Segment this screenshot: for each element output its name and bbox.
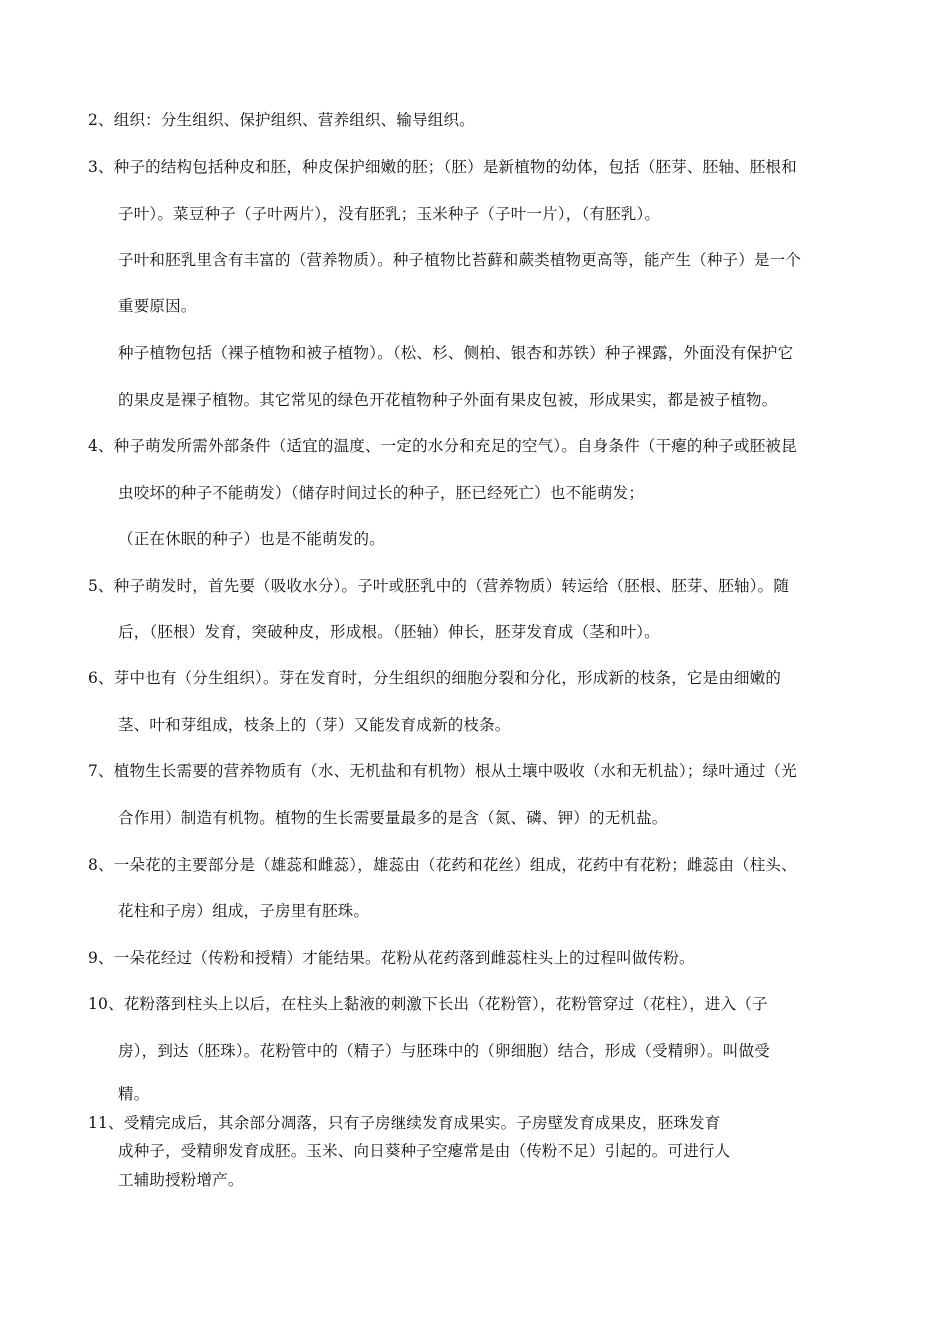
item-4-line-3: （正在休眠的种子）也是不能萌发的。 bbox=[118, 530, 385, 548]
item-8-line-2: 花柱和子房）组成，子房里有胚珠。 bbox=[118, 902, 370, 920]
item-3-line-4: 重要原因。 bbox=[118, 297, 197, 315]
item-7-line-2: 合作用）制造有机物。植物的生长需要量最多的是含（氮、磷、钾）的无机盐。 bbox=[118, 809, 668, 827]
item-4-line-1: 4、种子萌发所需外部条件（适宜的温度、一定的水分和充足的空气）。自身条件（干瘪的种子或胚被昆 bbox=[88, 437, 797, 455]
item-3-line-6: 的果皮是裸子植物。其它常见的绿色开花植物种子外面有果皮包被，形成果实，都是被子植物。 bbox=[118, 391, 778, 409]
item-10-line-3: 精。 bbox=[118, 1085, 150, 1103]
item-5-line-1: 5、种子萌发时，首先要（吸收水分）。子叶或胚乳中的（营养物质）转运给（胚根、胚芽、胚轴）。随 bbox=[88, 577, 790, 595]
item-3-line-1: 3、种子的结构包括种皮和胚，种皮保护细嫩的胚；（胚）是新植物的幼体，包括（胚芽、胚轴、胚根和 bbox=[88, 158, 797, 176]
item-7-line-1: 7、植物生长需要的营养物质有（水、无机盐和有机物）根从土壤中吸收（水和无机盐）；绿叶通过（光 bbox=[88, 762, 797, 780]
item-3-line-2: 子叶）。菜豆种子（子叶两片），没有胚乳；玉米种子（子叶一片），（有胚乳）。 bbox=[118, 205, 661, 223]
item-4-line-2: 虫咬坏的种子不能萌发）（储存时间过长的种子，胚已经死亡）也不能萌发； bbox=[118, 484, 645, 502]
item-9-line-1: 9、一朵花经过（传粉和授精）才能结果。花粉从花药落到雌蕊柱头上的过程叫做传粉。 bbox=[88, 949, 695, 967]
item-2-line-1: 2、组织：分生组织、保护组织、营养组织、输导组织。 bbox=[88, 111, 475, 129]
item-5-line-2: 后，（胚根）发育，突破种皮，形成根。（胚轴）伸长，胚芽发育成（茎和叶）。 bbox=[118, 623, 660, 641]
item-3-line-3: 子叶和胚乳里含有丰富的（营养物质）。种子植物比苔藓和蕨类植物更高等，能产生（种子）是一个 bbox=[118, 251, 802, 269]
item-10-line-1: 10、花粉落到柱头上以后，在柱头上黏液的刺激下长出（花粉管），花粉管穿过（花柱），进入（子 bbox=[88, 995, 768, 1013]
item-11-line-2: 成种子，受精卵发育成胚。玉米、向日葵种子空瘪常是由（传粉不足）引起的。可进行人 bbox=[118, 1142, 731, 1160]
item-6-line-1: 6、芽中也有（分生组织）。芽在发育时，分生组织的细胞分裂和分化，形成新的枝条，它是由细嫩的 bbox=[88, 669, 782, 687]
item-6-line-2: 茎、叶和芽组成，枝条上的（芽）又能发育成新的枝条。 bbox=[118, 716, 511, 734]
item-8-line-1: 8、一朵花的主要部分是（雄蕊和雌蕊），雄蕊由（花药和花丝）组成，花药中有花粉；雌蕊由（柱头、 bbox=[88, 856, 797, 874]
item-11-line-3: 工辅助授粉增产。 bbox=[118, 1171, 244, 1189]
item-10-line-2: 房），到达（胚珠）。花粉管中的（精子）与胚珠中的（卵细胞）结合，形成（受精卵）。叫做受 bbox=[118, 1042, 770, 1060]
item-11-line-1: 11、受精完成后，其余部分凋落，只有子房继续发育成果实。子房壁发育成果皮，胚珠发育 bbox=[88, 1114, 721, 1132]
item-3-line-5: 种子植物包括（裸子植物和被子植物）。（松、杉、侧柏、银杏和苏铁）种子裸露，外面没有保护它 bbox=[118, 344, 794, 362]
